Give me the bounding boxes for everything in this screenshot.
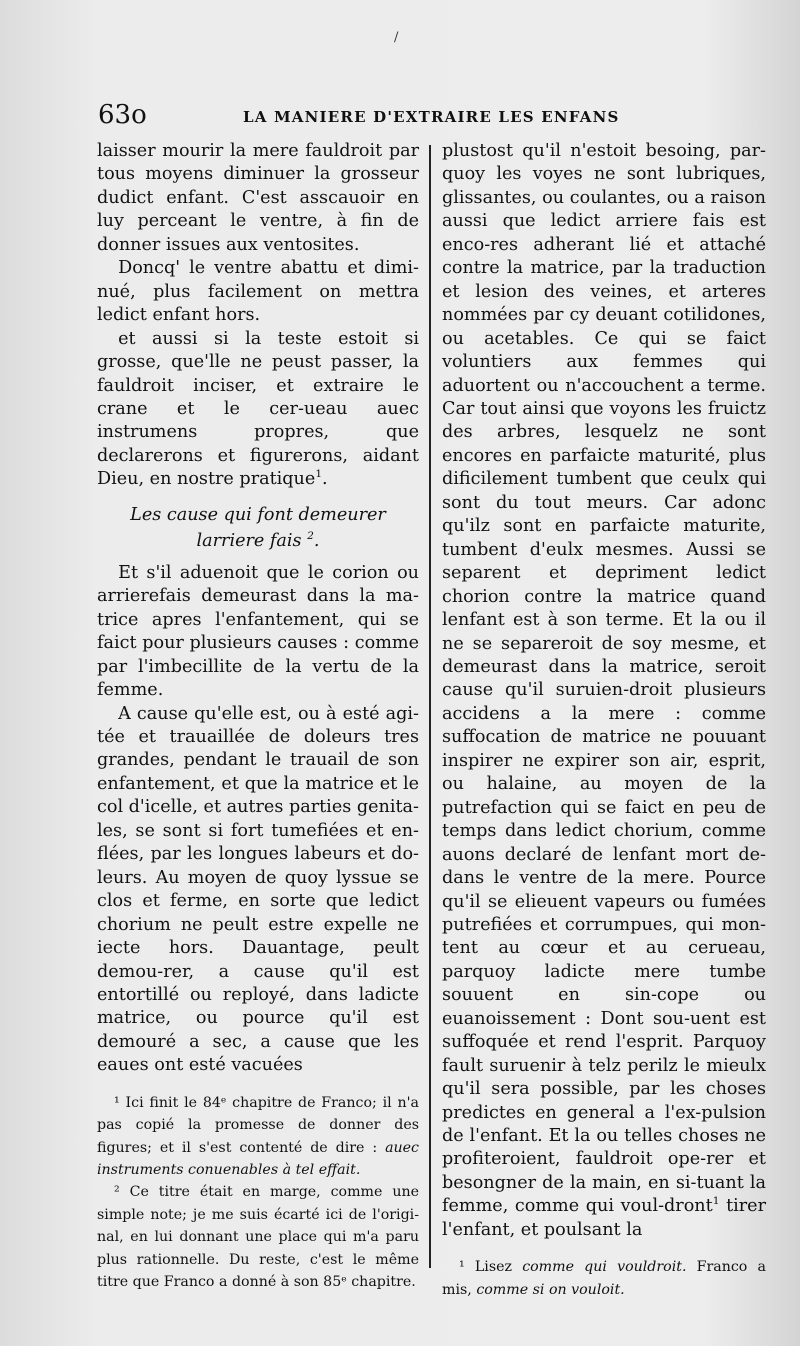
page-mark: / [394,30,399,45]
footnote-text: Ici finit le 84ᵉ chapitre de Franco; il n'a pas copié la promesse de donner des figures; et il s'est contenté de dire : [97,1094,419,1156]
column-divider [429,145,431,1268]
footnote-ref[interactable]: 2 [307,529,314,542]
heading-text: Les cause qui font demeurer larriere fais [130,504,386,551]
footnote [97,1181,419,1293]
paragraph-end: . [322,469,328,490]
paragraph [97,328,419,492]
left-column [97,140,419,1293]
footnote-text: Lisez [474,1259,513,1276]
footnotes [442,1256,766,1301]
footnote-mark: ¹ [459,1259,465,1276]
running-title: LA MANIERE D'EXTRAIRE LES ENFANS [243,108,620,126]
paragraph: Et s'il aduenoit que le corion ou arrierefais demeurast dans la ma-trice apres l'enfantement, qui se faict pour plusieurs causes : comme par l'imbecillite de la vertu de la femme. [97,562,419,701]
footnote-ref[interactable]: 1 [712,1195,720,1208]
footnote-text: Franco a mis, [442,1259,766,1298]
paragraph: laisser mourir la mere fauldroit par tous moyens diminuer la grosseur dudict enfant. C'est asscauoir en luy perceant le ventre, à fin de donner issues aux ventosites. [97,141,419,255]
footnote-text: Ce titre était en marge, comme une simple note; je me suis écarté ici de l'origi-nal, en lui donnant une place qui m'a paru plus rationnelle. Du reste, c'est le même titre que Franco a donné à son 85ᵉ chapitre. [97,1184,419,1291]
footnote [442,1256,766,1301]
footnote-quote: comme qui vouldroit. [522,1259,687,1276]
paragraph: A cause qu'elle est, ou à esté agi-tée et trauaillée de doleurs tres grandes, pendant le trauail de son enfantement, et que la matrice et le col d'icelle, et autres parties genita-les, se sont si fort tumefiées et en-flées, par les longues labeurs et do-leurs. Au moyen de quoy lyssue se clos et ferme, en sorte que ledict chorium ne peult estre expelle ne iecte hors. Dauantage, peult demou-rer, a cause qu'il est entortillé ou reployé, dans ladicte matrice, ou pource qu'il est demouré a sec, a cause que les eaues ont esté vacuées [97,703,419,1076]
page-header [98,100,788,140]
section-heading [97,502,419,554]
paragraph: Doncq' le ventre abattu et dimi-nué, plus facilement on mettra ledict enfant hors. [97,258,419,326]
footnote [97,1092,419,1182]
paragraph-end: tirer l'enfant, et poulsant la [442,1196,766,1240]
paragraph-text: et aussi si la teste estoit si grosse, que'lle ne peust passer, la fauldroit inciser, et extraire le crane et le cer-ueau auec instrumens propres, que declarerons et figurerons, aidant Dieu, en nostre pratique [97,328,419,490]
paragraph [442,140,766,1242]
footnote-ref[interactable]: 1 [315,468,323,481]
heading-end: . [313,530,320,551]
footnote-mark: ¹ [114,1094,120,1111]
page-number: 63o [98,100,147,130]
footnote-quote: comme si on vouloit. [476,1281,625,1298]
right-column [442,140,766,1301]
footnote-mark: ² [114,1184,120,1201]
footnote-quote: auec instruments conuenables à tel effait. [97,1139,420,1178]
footnotes [97,1092,419,1294]
paragraph-text: plustost qu'il n'estoit besoing, par-quoy les voyes ne sont lubriques, glissantes, ou coulantes, ou a raison aussi que ledict arriere fais est enco-res adherant lié et attaché contre la matrice, par la traduction et lesion des veines, et arteres nommées par cy deuant cotilidones, ou acetables. Ce qui se faict voluntiers aux femmes qui aduortent ou n'accouchent a terme. Car tout ainsi que voyons les fruictz des arbres, lesquelz ne sont encores en parfaicte maturité, plus dificilement tumbent que ceulx qui sont du tout meurs. Car adonc qu'ilz sont en parfaicte maturite, tumbent d'eulx mesmes. Aussi se separent et depriment ledict chorion contre la matrice quand lenfant est à son terme. Et la ou il ne se separeroit de soy mesme, et demeurast dans la matrice, seroit cause qu'il suruien-droit plusieurs accidens a la mere : comme suffocation de matrice ne pouuant inspirer ne expirer son air, esprit, ou halaine, au moyen de la putrefaction qui se faict en peu de temps dans ledict chorium, comme auons declaré de lenfant mort de-dans le ventre de la mere. Pource qu'il se elieuent vapeurs ou fumées putrefiées et corrumpues, qui mon-tent au cœur et au cerueau, parquoy ladicte mere tumbe souuent en sin-cope ou euanoissement : Dont sou-uent est suffoquée et rend l'esprit. Parquoy fault suruenir à telz perilz le mieulx qu'il sera possible, par les choses predictes en general a l'ex-pulsion de l'enfant. Et la ou telles choses ne profiteroient, fauldroit ope-rer et besongner de la main, en si-tuant la femme, comme qui voul-dront [442,141,766,1217]
